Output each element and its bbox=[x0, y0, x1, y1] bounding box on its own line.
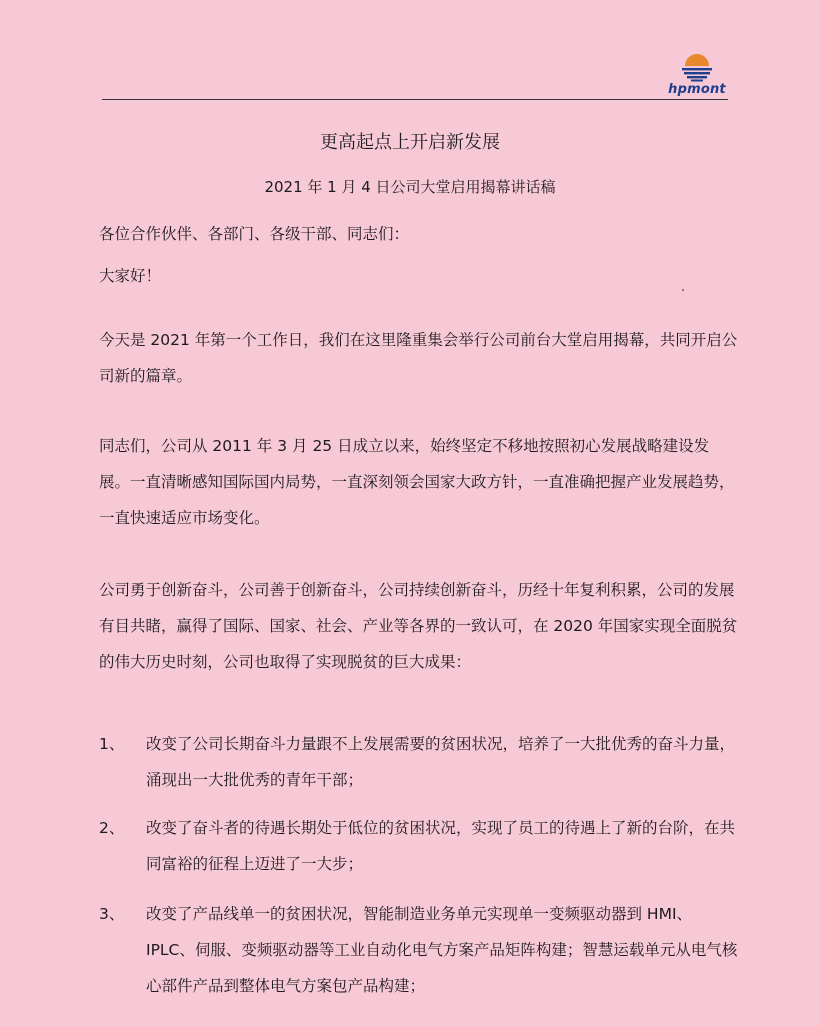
greeting: 大家好！ bbox=[99, 267, 162, 285]
sun-logo-icon bbox=[679, 54, 715, 82]
list-item-3-number: 3、 bbox=[99, 905, 125, 923]
document-title: 更高起点上开启新发展 bbox=[320, 132, 500, 153]
paper-speck bbox=[682, 289, 684, 291]
paragraph-2: 同志们，公司从 2011 年 3 月 25 日成立以来，始终坚定不移地按照初心发展战略建设发展。一直清晰感知国际国内局势，一直深刻领会国家大政方针，一直准确把握产业发展趋势，一直快速适应市场变化。 bbox=[99, 437, 735, 527]
paragraph-3: 公司勇于创新奋斗，公司善于创新奋斗，公司持续创新奋斗，历经十年复利积累，公司的发展有目共睹，赢得了国际、国家、社会、产业等各界的一致认可，在 2020 年国家实现全面脱贫的伟大历史时刻，公司也取得了实现脱贫的巨大成果： bbox=[99, 581, 738, 671]
logo-wordmark: hpmont bbox=[668, 82, 726, 97]
list-item-1-number: 1、 bbox=[99, 735, 125, 753]
header-divider bbox=[102, 99, 728, 100]
document-subtitle: 2021 年 1 月 4 日公司大堂启用揭幕讲话稿 bbox=[264, 178, 556, 196]
paragraph-1: 今天是 2021 年第一个工作日，我们在这里隆重集会举行公司前台大堂启用揭幕，共同开启公司新的篇章。 bbox=[99, 331, 738, 385]
letterhead-logo bbox=[664, 54, 730, 100]
list-item-3-text: 改变了产品线单一的贫困状况，智能制造业务单元实现单一变频驱动器到 HMI、IPLC、伺服、变频驱动器等工业自动化电气方案产品矩阵构建；智慧运载单元从电气核心部件产品到整体电气方案包产品构建； bbox=[146, 905, 738, 995]
list-item-2-text: 改变了奋斗者的待遇长期处于低位的贫困状况，实现了员工的待遇上了新的台阶，在共同富裕的征程上迈进了一大步； bbox=[146, 819, 736, 873]
list-item-1-text: 改变了公司长期奋斗力量跟不上发展需要的贫困状况，培养了一大批优秀的奋斗力量，涌现出一大批优秀的青年干部； bbox=[146, 735, 736, 789]
salutation: 各位合作伙伴、各部门、各级干部、同志们： bbox=[99, 225, 410, 243]
list-item-2-number: 2、 bbox=[99, 819, 125, 837]
